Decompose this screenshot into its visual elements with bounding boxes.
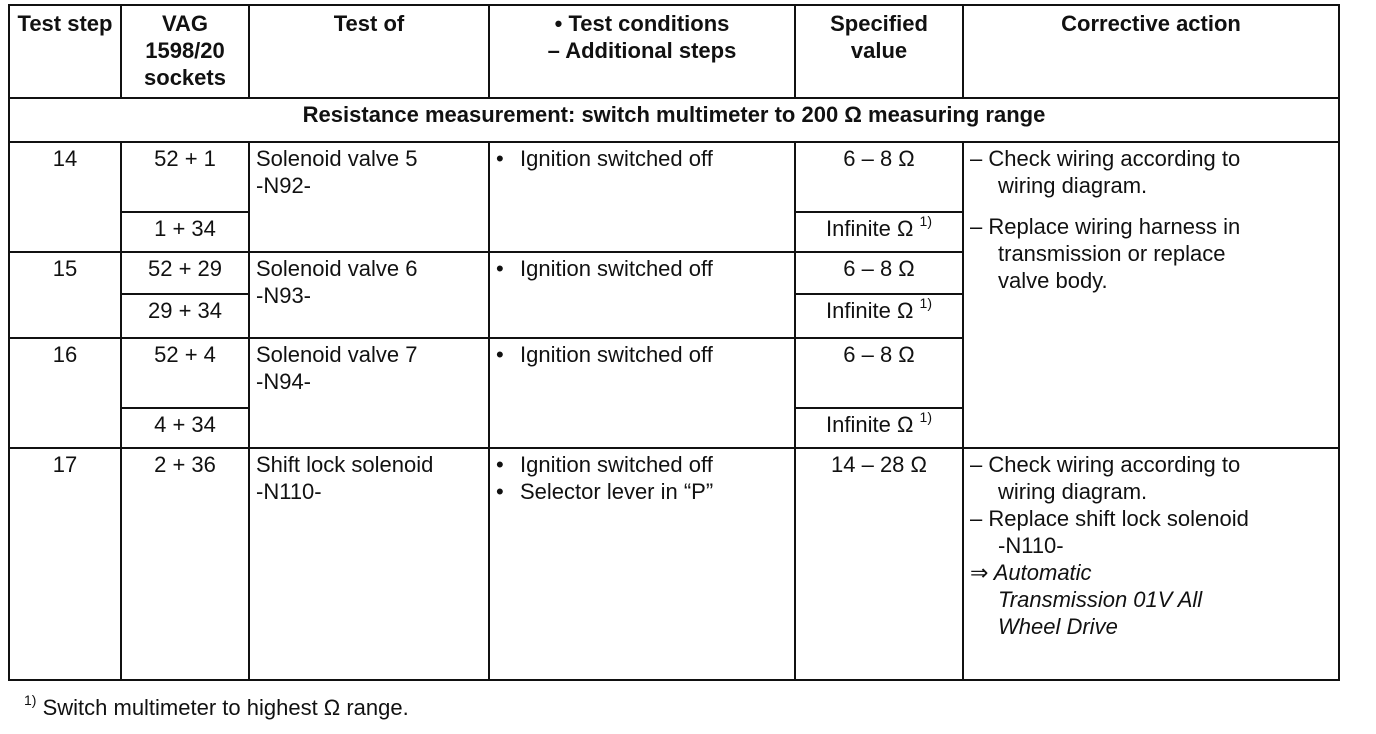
socket-cell: 29 + 34 [121, 294, 249, 338]
header-specified-value: Specified value [795, 5, 963, 98]
socket-cell: 1 + 34 [121, 212, 249, 252]
condition-text: Selector lever in “P” [520, 479, 714, 504]
specified-value-cell: 6 – 8 Ω [795, 338, 963, 408]
socket-cell: 2 + 36 [121, 448, 249, 680]
header-sockets: VAG 1598/20 sockets [121, 5, 249, 98]
corrective-line: – Check wiring according to [970, 452, 1241, 477]
test-of-cell [249, 448, 489, 680]
test-of-line-1: Solenoid valve 6 [256, 256, 418, 281]
condition-text: Ignition switched off [520, 256, 713, 281]
corrective-line: – Replace wiring harness in [970, 214, 1241, 239]
condition-text: Ignition switched off [520, 452, 713, 477]
step-number: 16 [9, 338, 121, 448]
condition-item [496, 451, 788, 478]
specified-value-cell: 14 – 28 Ω [795, 448, 963, 680]
corrective-line: – Check wiring according to [970, 146, 1241, 171]
bullet-icon: • [496, 146, 504, 171]
bullet-icon: • [496, 342, 504, 367]
corrective-action-cell [963, 448, 1339, 680]
condition-item [496, 145, 788, 172]
socket-cell: 52 + 1 [121, 142, 249, 212]
test-of-line-2: -N110- [256, 479, 322, 504]
test-of-line-2: -N93- [256, 283, 312, 308]
footnote-ref: 1) [919, 294, 932, 311]
header-test-of: Test of [249, 5, 489, 98]
reference-link-line[interactable]: Wheel Drive [998, 614, 1118, 639]
condition-cell [489, 448, 795, 680]
header-corrective-action: Corrective action [963, 5, 1339, 98]
test-of-cell [249, 338, 489, 448]
condition-cell [489, 142, 795, 252]
specified-value-cell [795, 408, 963, 448]
test-of-cell [249, 142, 489, 252]
value-text: Infinite Ω [826, 298, 914, 323]
specified-value-cell [795, 212, 963, 252]
footnote-text: Switch multimeter to highest Ω range. [42, 695, 409, 720]
condition-text: Ignition switched off [520, 146, 713, 171]
header-conditions [489, 5, 795, 98]
header-conditions-line-1: • Test conditions [554, 11, 730, 36]
bullet-icon: • [496, 256, 504, 281]
test-of-line-2: -N94- [256, 369, 312, 394]
corrective-line: transmission or replace [998, 241, 1226, 266]
reference-link[interactable]: ⇒ Automatic [970, 560, 1092, 585]
header-row [9, 5, 1339, 98]
condition-item [496, 478, 788, 505]
corrective-action-cell [963, 142, 1339, 448]
specified-value-cell: 6 – 8 Ω [795, 142, 963, 212]
test-of-line-2: -N92- [256, 173, 312, 198]
bullet-icon: • [496, 452, 504, 477]
step-number: 15 [9, 252, 121, 338]
condition-text: Ignition switched off [520, 342, 713, 367]
socket-cell: 52 + 4 [121, 338, 249, 408]
specified-value-cell [795, 294, 963, 338]
corrective-line: -N110- [998, 533, 1064, 558]
test-of-line-1: Solenoid valve 7 [256, 342, 418, 367]
header-test-step: Test step [9, 5, 121, 98]
corrective-line: wiring diagram. [998, 479, 1148, 504]
condition-cell [489, 338, 795, 448]
reference-link-line[interactable]: Transmission 01V All [998, 587, 1203, 612]
condition-item [496, 255, 788, 282]
condition-item [496, 341, 788, 368]
section-row [9, 98, 1339, 142]
footnote [24, 691, 409, 722]
test-table [8, 4, 1340, 681]
table-row [9, 448, 1339, 680]
table-row [9, 142, 1339, 212]
step-number: 14 [9, 142, 121, 252]
test-of-line-1: Solenoid valve 5 [256, 146, 418, 171]
socket-cell: 4 + 34 [121, 408, 249, 448]
socket-cell: 52 + 29 [121, 252, 249, 294]
specified-value-cell: 6 – 8 Ω [795, 252, 963, 294]
footnote-ref: 1) [919, 212, 932, 229]
corrective-line: wiring diagram. [998, 173, 1148, 198]
header-conditions-line-2: – Additional steps [547, 38, 737, 63]
test-of-cell [249, 252, 489, 338]
footnote-ref: 1) [919, 408, 932, 425]
corrective-line: valve body. [998, 268, 1108, 293]
section-title: Resistance measurement: switch multimeter to 200 Ω measuring range [9, 98, 1339, 142]
corrective-line: – Replace shift lock solenoid [970, 506, 1249, 531]
bullet-icon: • [496, 479, 504, 504]
value-text: Infinite Ω [826, 412, 914, 437]
step-number: 17 [9, 448, 121, 680]
test-of-line-1: Shift lock solenoid [256, 452, 434, 477]
value-text: Infinite Ω [826, 216, 914, 241]
condition-cell [489, 252, 795, 338]
footnote-mark: 1) [24, 691, 37, 708]
